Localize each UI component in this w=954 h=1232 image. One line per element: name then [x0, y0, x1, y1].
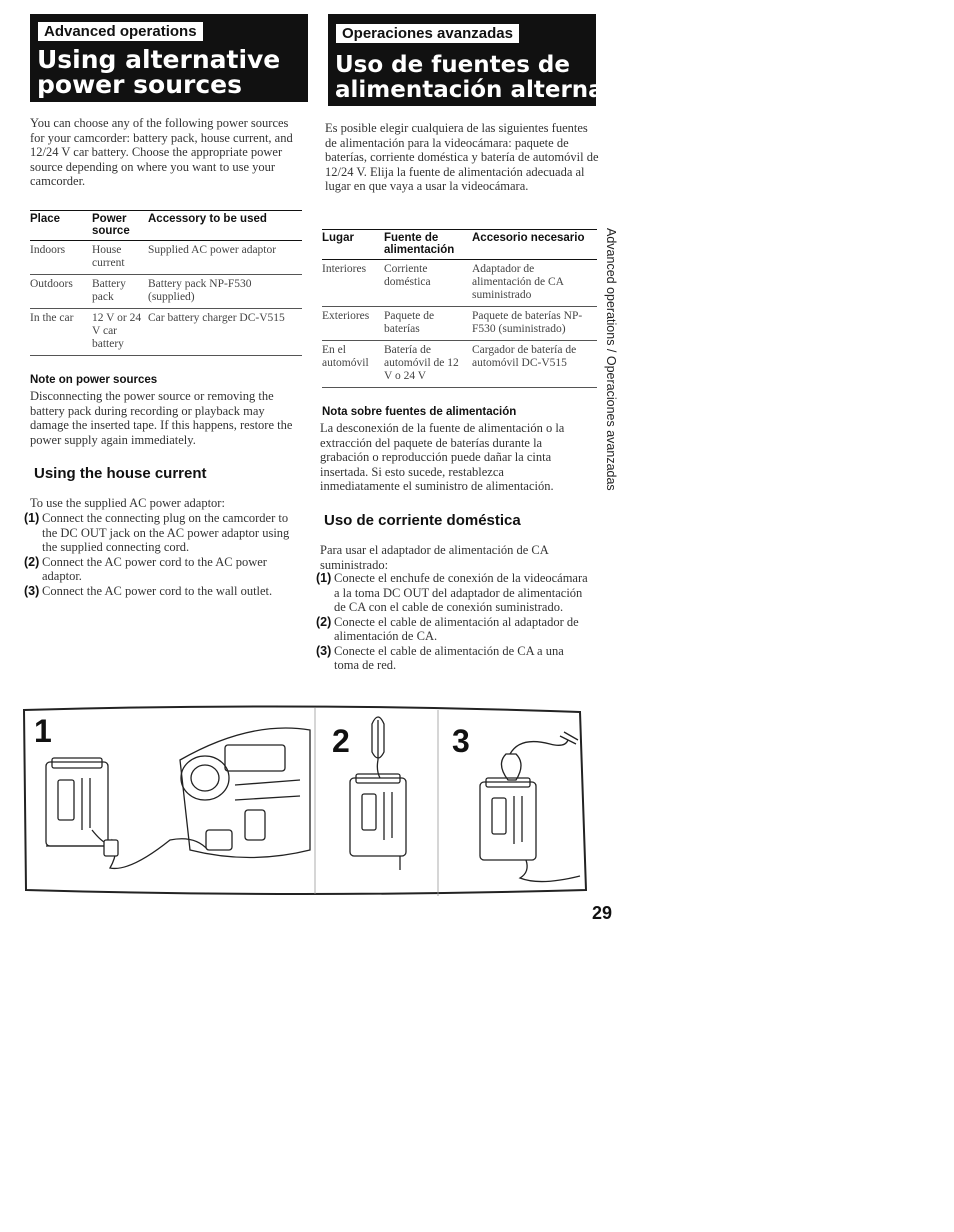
table-cell: En el automóvil	[322, 341, 384, 388]
table-row	[322, 341, 597, 388]
table-cell: Battery pack	[92, 275, 148, 309]
section-tag-es: Operaciones avanzadas	[334, 22, 521, 45]
step-text: Conecte el cable de alimentación al adaptador de alimentación de CA.	[334, 614, 579, 643]
ac-adaptor-drawing-2	[350, 717, 406, 870]
table-header-place: Place	[30, 211, 92, 241]
list-item	[24, 584, 296, 599]
step-number: (2)	[24, 554, 40, 569]
step-number: (3)	[316, 643, 332, 658]
page-number: 29	[592, 903, 613, 923]
table-cell: Supplied AC power adaptor	[148, 241, 302, 275]
intro-paragraph-en: You can choose any of the following power sources for your camcorder: battery pack, house current, and 12/24 V car battery. Choose the appropriate power source depending on where you want to use your camcorder.	[30, 116, 293, 188]
setup-illustration	[20, 700, 592, 900]
page-title-en-line1: Using alternative	[37, 45, 281, 74]
table-cell: Adaptador de alimentación de CA suministrado	[472, 260, 597, 307]
table-header-accesorio: Accesorio necesario	[472, 230, 597, 260]
table-row	[30, 241, 302, 275]
step-number: (1)	[316, 571, 332, 585]
house-current-intro-es: Para usar el adaptador de alimentación de CA suministrado:	[320, 543, 549, 572]
section-tag-en: Advanced operations	[36, 20, 205, 43]
page-title-en-line2: power sources	[37, 70, 242, 99]
ac-adaptor-drawing	[46, 758, 108, 846]
camcorder-drawing	[180, 728, 310, 858]
note-text-en: Disconnecting the power source or removing the battery pack during recording or playback may damage the inserted tape. If this happens, restore the power supply again immediately.	[30, 389, 293, 447]
figure-number-2: 2	[332, 723, 350, 759]
side-tab-label: Advanced operations / Operaciones avanzadas	[604, 228, 618, 491]
house-current-heading-es: Uso de corriente doméstica	[324, 512, 521, 529]
step-number: (1)	[24, 511, 40, 525]
table-header-row	[322, 230, 597, 260]
table-cell: Car battery charger DC-V515	[148, 309, 302, 356]
table-cell: Battery pack NP-F530 (supplied)	[148, 275, 302, 309]
table-cell: Corriente doméstica	[384, 260, 472, 307]
table-header-lugar: Lugar	[322, 230, 384, 260]
ac-adaptor-drawing-3	[480, 732, 580, 882]
step-text: Connect the connecting plug on the camcorder to the DC OUT jack on the AC power adaptor using the supplied connecting cord.	[42, 511, 290, 554]
house-current-intro-en: To use the supplied AC power adaptor:	[30, 496, 225, 510]
step-number: (3)	[24, 583, 40, 598]
side-tab	[600, 228, 620, 491]
table-cell: Outdoors	[30, 275, 92, 309]
table-row	[30, 309, 302, 356]
list-item	[316, 615, 588, 644]
note-text-es: La desconexión de la fuente de alimentación o la extracción del paquete de baterías durante la grabación o reproducción puede dañar la cinta insertada. Si esto sucede, restablezca inmediatamente el suministro de alimentación.	[320, 421, 565, 493]
figure-number-1: 1	[34, 713, 52, 749]
step-text: Conecte el enchufe de conexión de la videocámara a la toma DC OUT del adaptador de alimentación de CA con el cable de conexión suministrado.	[334, 571, 588, 614]
table-cell: Paquete de baterías	[384, 307, 472, 341]
step-text: Conecte el cable de alimentación de CA a una toma de red.	[334, 643, 564, 672]
step-number: (2)	[316, 614, 332, 629]
steps-list-es	[316, 571, 588, 673]
table-cell: Indoors	[30, 241, 92, 275]
table-cell: In the car	[30, 309, 92, 356]
table-row	[322, 307, 597, 341]
list-item	[316, 571, 588, 615]
table-header-accessory: Accessory to be used	[148, 211, 302, 241]
note-heading-es: Nota sobre fuentes de alimentación	[322, 406, 517, 418]
connecting-cord-drawing	[92, 830, 208, 868]
figure-number-3: 3	[452, 723, 470, 759]
step-text: Connect the AC power cord to the wall outlet.	[42, 583, 273, 598]
table-cell: Batería de automóvil de 12 V o 24 V	[384, 341, 472, 388]
step-text: Connect the AC power cord to the AC power adaptor.	[42, 554, 267, 583]
house-current-heading-en: Using the house current	[34, 465, 207, 482]
page-title-es-line2: alimentación alternativas	[335, 77, 667, 103]
table-header-row	[30, 211, 302, 241]
note-heading-en: Note on power sources	[30, 374, 158, 386]
table-cell: House current	[92, 241, 148, 275]
table-header-power-source: Power source	[92, 211, 148, 241]
list-item	[316, 644, 588, 673]
table-row	[30, 275, 302, 309]
steps-list-en	[24, 511, 296, 598]
table-row	[322, 260, 597, 307]
power-source-table-es	[322, 229, 597, 388]
page-title-es-line1: Uso de fuentes de	[335, 52, 570, 78]
table-cell: 12 V or 24 V car battery	[92, 309, 148, 356]
table-cell: Exteriores	[322, 307, 384, 341]
intro-paragraph-es: Es posible elegir cualquiera de las siguientes fuentes de alimentación para la videocámara: paquete de baterías, corriente doméstica y batería de automóvil de 12/24 V. Elija la fuente de alimentación adecuada al lugar en que vaya a usar la videocámara.	[325, 121, 599, 193]
list-item	[24, 555, 296, 584]
table-cell: Paquete de baterías NP-F530 (suministrado)	[472, 307, 597, 341]
power-source-table-en	[30, 210, 302, 356]
table-cell: Cargador de batería de automóvil DC-V515	[472, 341, 597, 388]
table-cell: Interiores	[322, 260, 384, 307]
list-item	[24, 511, 296, 555]
table-header-fuente: Fuente de alimentación	[384, 230, 472, 260]
